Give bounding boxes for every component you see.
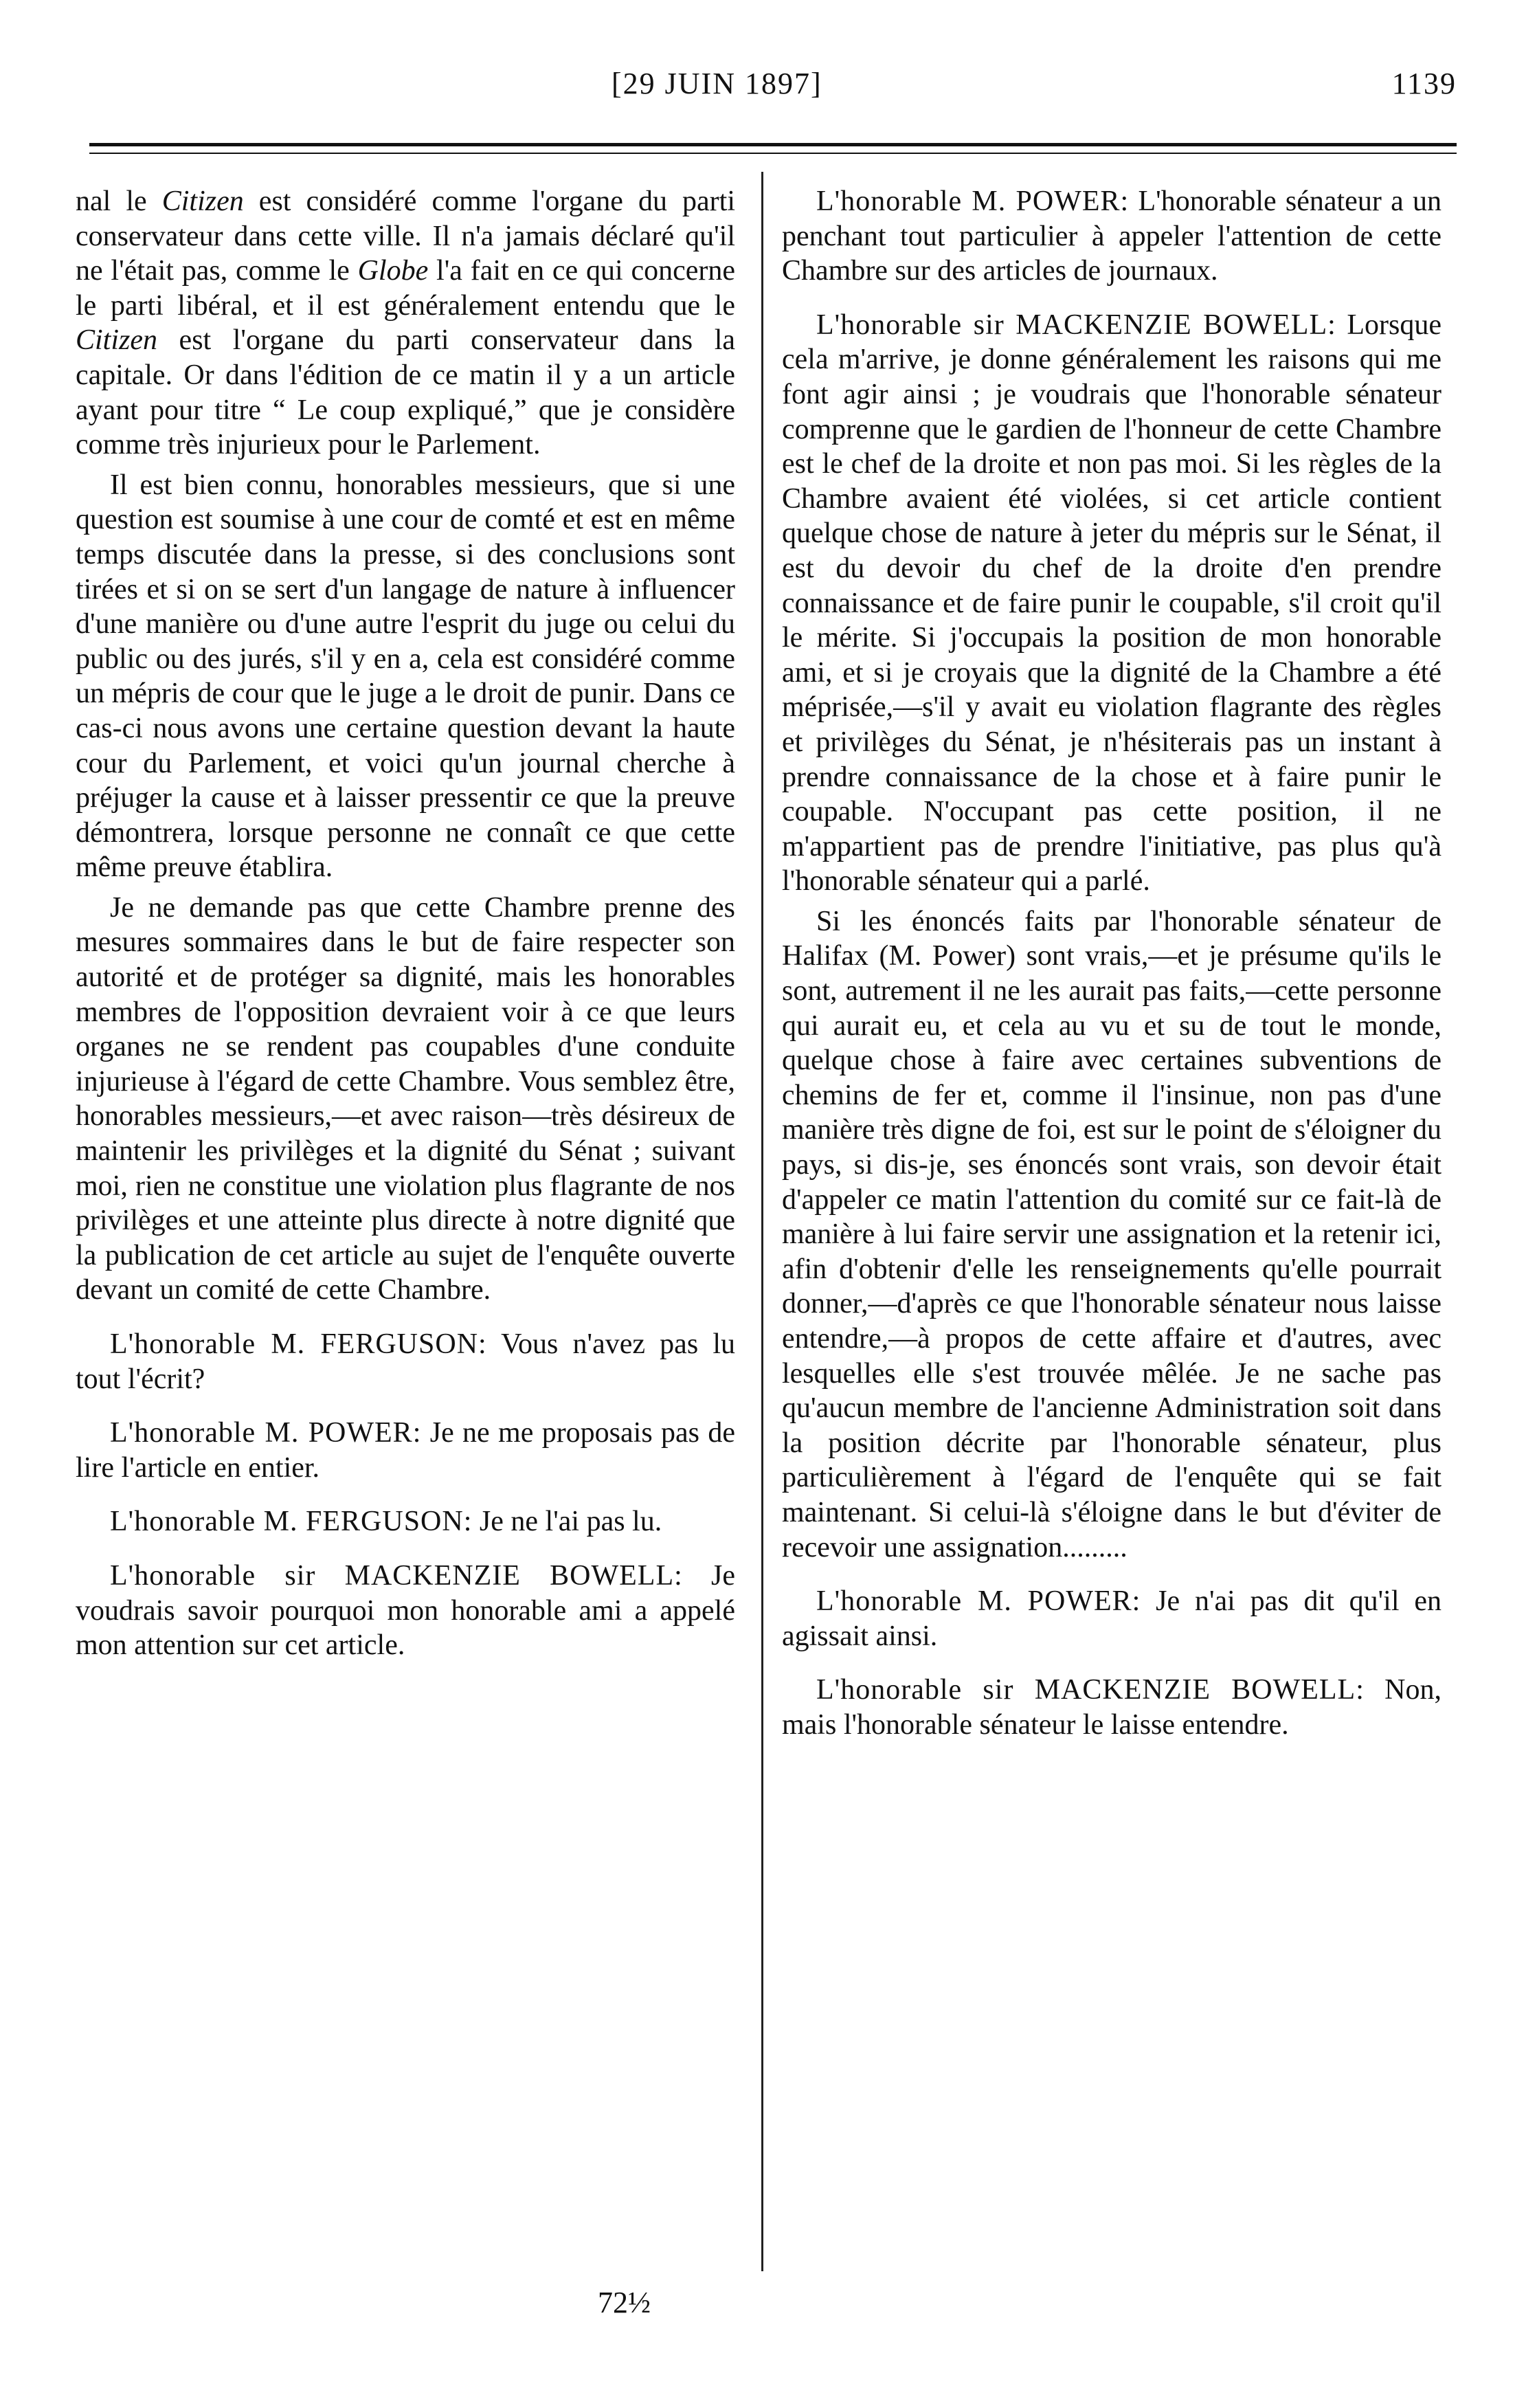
speaker-name: L'honorable sir MACKENZIE BOWELL: (816, 309, 1336, 341)
paragraph: Si les énoncés faits par l'honorable sénateur de Halifax (M. Power) sont vrais,—et je présume qu'ils le sont, autrement il ne les aurait pas faits,—cette personne qui aurait eu, et cela au vu et su de tout le monde, quelque chose à faire avec certaines subventions de chemins de fer et, comme il l'insinue, non pas d'une manière très digne de foi, est sur le point de s'éloigner du pays, si dis-je, ses énoncés sont vrais, son devoir était d'appeler ce matin l'attention du comité sur ce fait-là de manière à lui faire servir une assignation et la retenir ici, afin d'obtenir d'elle les renseignements qu'elle pourrait donner,—d'après ce que l'honorable sénateur nous laisse entendre,—à propos de cette affaire et d'autres, avec lesquelles elle s'est trouvée mêlée. Je ne sache pas qu'aucun membre de l'ancienne Administration soit dans la position décrite par l'honorable sénateur, plus particulièrement à l'égard de l'enquête qui se fait maintenant. Si celui-là s'éloigne dans le but d'éviter de recevoir une assignation......... (782, 905, 1441, 1563)
speaker-name: L'honorable M. POWER: (110, 1417, 422, 1449)
speaker-name: L'honorable M. POWER: (816, 186, 1130, 217)
speech-paragraph: L'honorable M. POWER: Je ne me proposais pas de lire l'article en entier. (76, 1417, 735, 1484)
paragraph: nal le Citizen est considéré comme l'organe du parti conservateur dans cette ville. Il n'a jamais déclaré qu'il ne l'était pas, comme le Globe l'a fait en ce qui concerne le parti libéral, et il est généralement entendu que le Citizen est l'organe du parti conservateur dans la capitale. Or dans l'édition de ce matin il y a un article ayant pour titre “ Le coup expliqué,” que je considère comme très injurieux pour le Parlement. (76, 186, 735, 461)
speaker-name: L'honorable sir MACKENZIE BOWELL: (816, 1674, 1365, 1706)
paragraph: Je ne demande pas que cette Chambre prenne des mesures sommaires dans le but de faire respecter son autorité et de protéger sa dignité, mais les honorables membres de l'opposition devraient voir à ce que leurs organes ne se rendent pas coupables d'une conduite injurieuse à l'égard de cette Chambre. Vous semblez être, honorables messieurs,—et avec raison—très désireux de maintenir les privilèges et la dignité du Sénat ; suivant moi, rien ne constitue une violation plus flagrante de nos privilèges et une atteinte plus directe à notre dignité que la publication de cet article au sujet de l'enquête ouverte devant un comité de cette Chambre. (76, 891, 735, 1306)
header-rule-thick (89, 143, 1457, 146)
speaker-name: L'honorable M. FERGUSON: (110, 1328, 487, 1360)
right-column (782, 184, 1441, 1743)
speaker-name: L'honorable M. POWER: (816, 1585, 1141, 1618)
speech-paragraph: L'honorable M. FERGUSON: Je ne l'ai pas lu. (110, 1506, 662, 1538)
header-date: [29 JUIN 1897] (612, 67, 822, 100)
running-head (89, 66, 1457, 121)
speech-paragraph: L'honorable M. POWER: Je n'ai pas dit qu'il en agissait ainsi. (782, 1585, 1441, 1652)
speech-paragraph: L'honorable sir MACKENZIE BOWELL: Non, mais l'honorable sénateur le laisse entendre. (782, 1674, 1441, 1741)
signature-mark: 72½ (598, 2286, 651, 2319)
column-divider (761, 172, 763, 2271)
speech-paragraph: L'honorable sir MACKENZIE BOWELL: Je voudrais savoir pourquoi mon honorable ami a appelé mon attention sur cet article. (76, 1559, 735, 1662)
speaker-name: L'honorable sir MACKENZIE BOWELL: (110, 1559, 683, 1592)
speech-paragraph: L'honorable M. POWER: L'honorable sénateur a un penchant tout particulier à appeler l'attention de cette Chambre sur des articles de journaux. (782, 186, 1441, 287)
header-rule-thin (89, 153, 1457, 154)
left-column (76, 184, 735, 1663)
speaker-name: L'honorable M. FERGUSON: (110, 1506, 473, 1538)
speech-paragraph: L'honorable sir MACKENZIE BOWELL: Lorsque cela m'arrive, je donne généralement les raisons qui me font agir ainsi ; je voudrais que l'honorable sénateur comprenne que le gardien de l'honneur de cette Chambre est le chef de la droite et non pas moi. Si les règles de la Chambre avaient été violées, si cet article contient quelque chose de nature à jeter du mépris sur le Sénat, il est du devoir du chef de la droite d'en prendre connaissance et de faire punir le coupable, s'il croit qu'il le mérite. Si j'occupais la position de mon honorable ami, et si je croyais que la dignité de la Chambre a été méprisée,—s'il y avait eu violation flagrante des règles et privilèges du Sénat, je n'hésiterais pas un instant à prendre connaissance de la chose et à faire punir le coupable. N'occupant pas cette position, il ne m'appartient pas de prendre l'initiative, pas plus qu'à l'honorable sénateur qui a parlé. (782, 309, 1441, 898)
paragraph: Il est bien connu, honorables messieurs, que si une question est soumise à une cour de comté et est en même temps discutée dans la presse, si des conclusions sont tirées et si on se sert d'un langage de nature à influencer d'une manière ou d'une autre l'esprit du juge ou celui du public ou des jurés, s'il y en a, cela est considéré comme un mépris de cour que le juge a le droit de punir. Dans ce cas-ci nous avons une certaine question devant la haute cour du Parlement, et voici qu'un journal cherche à préjuger la cause et à laisser pressentir ce que la preuve démontrera, lorsque personne ne connaît ce que cette même preuve établira. (76, 469, 735, 884)
speech-paragraph: L'honorable M. FERGUSON: Vous n'avez pas lu tout l'écrit? (76, 1328, 735, 1395)
header-page-number: 1139 (1391, 67, 1457, 100)
